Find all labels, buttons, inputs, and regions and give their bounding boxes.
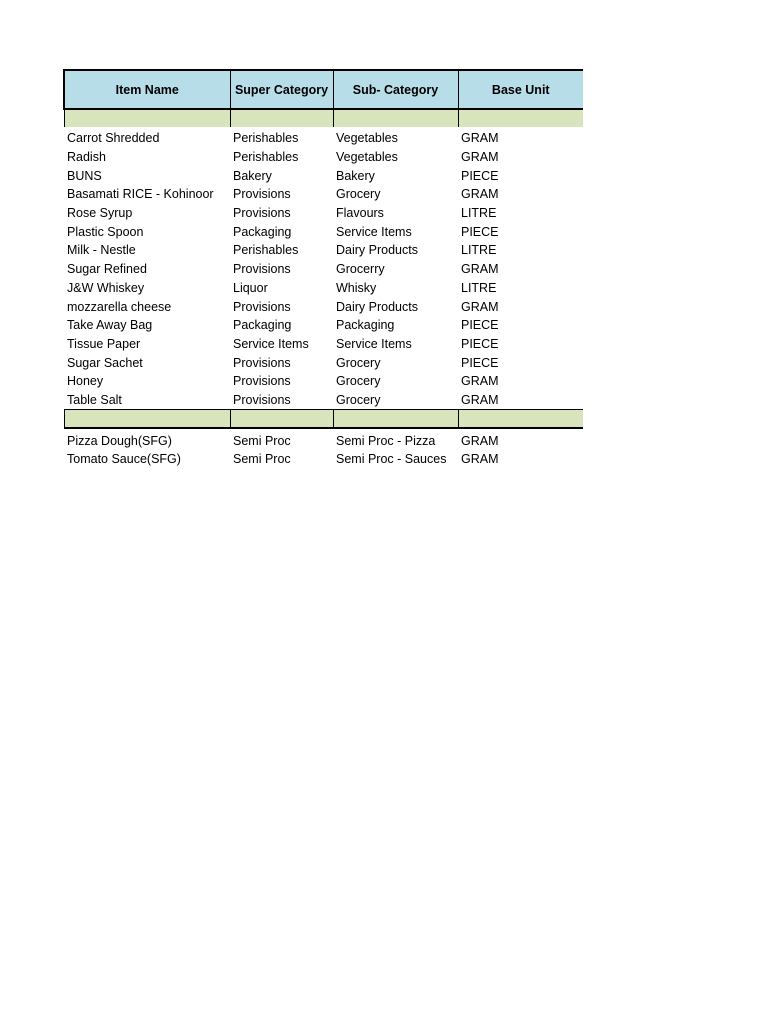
cell-super-category[interactable]: Provisions <box>233 262 291 277</box>
cell-base-unit[interactable]: GRAM <box>461 187 499 202</box>
table-row <box>64 185 583 204</box>
cell-super-category[interactable]: Liquor <box>233 280 268 295</box>
cell-super-category[interactable]: Provisions <box>233 299 291 314</box>
item-table <box>63 69 583 469</box>
cell-sub-category[interactable]: Vegetables <box>336 150 398 165</box>
cell-sub-category[interactable]: Dairy Products <box>336 243 418 258</box>
cell-sub-category[interactable]: Semi Proc - Sauces <box>336 452 447 467</box>
cell-item-name[interactable]: mozzarella cheese <box>67 299 172 314</box>
cell-super-category[interactable]: Packaging <box>233 224 292 239</box>
cell-sub-category[interactable]: Grocery <box>336 392 381 407</box>
cell-sub-category[interactable]: Packaging <box>336 318 395 333</box>
cell-super-category[interactable]: Provisions <box>233 374 291 389</box>
cell-item-name[interactable]: Take Away Bag <box>67 318 153 333</box>
table-row <box>64 241 583 260</box>
cell-sub-category[interactable]: Grocery <box>336 374 381 389</box>
table-row <box>64 428 583 450</box>
table-row <box>64 222 583 241</box>
table-row <box>64 148 583 167</box>
cell-item-name[interactable]: Rose Syrup <box>67 206 133 221</box>
cell-sub-category[interactable]: Grocery <box>336 187 381 202</box>
cell-sub-category[interactable]: Vegetables <box>336 131 398 146</box>
cell-item-name[interactable]: Sugar Sachet <box>67 355 143 370</box>
cell-item-name[interactable]: BUNS <box>67 168 102 183</box>
item-master-sheet <box>63 69 582 469</box>
cell-base-unit[interactable]: PIECE <box>461 168 499 183</box>
table-row <box>64 166 583 185</box>
cell-sub-category[interactable]: Service Items <box>336 224 412 239</box>
cell-item-name[interactable]: Milk - Nestle <box>67 243 136 258</box>
cell-base-unit[interactable]: GRAM <box>461 374 499 389</box>
cell-base-unit[interactable]: GRAM <box>461 131 499 146</box>
table-row <box>64 204 583 223</box>
cell-base-unit[interactable]: PIECE <box>461 336 499 351</box>
table-row <box>64 335 583 354</box>
cell-super-category[interactable]: Perishables <box>233 131 299 146</box>
cell-base-unit[interactable]: GRAM <box>461 262 499 277</box>
cell-base-unit[interactable]: PIECE <box>461 318 499 333</box>
cell-super-category[interactable]: Provisions <box>233 206 291 221</box>
cell-super-category[interactable]: Service Items <box>233 336 309 351</box>
cell-item-name[interactable]: Honey <box>67 374 104 389</box>
column-header-sub-category[interactable]: Sub- Category <box>333 70 458 109</box>
group-separator-cell[interactable] <box>64 410 230 429</box>
table-row <box>64 279 583 298</box>
cell-sub-category[interactable]: Semi Proc - Pizza <box>336 433 436 448</box>
cell-super-category[interactable]: Packaging <box>233 318 292 333</box>
cell-item-name[interactable]: Carrot Shredded <box>67 131 160 146</box>
cell-base-unit[interactable]: LITRE <box>461 243 497 258</box>
cell-item-name[interactable]: Tissue Paper <box>67 336 141 351</box>
cell-base-unit[interactable]: PIECE <box>461 355 499 370</box>
cell-base-unit[interactable]: GRAM <box>461 150 499 165</box>
table-row <box>64 260 583 279</box>
cell-super-category[interactable]: Bakery <box>233 168 272 183</box>
cell-sub-category[interactable]: Grocery <box>336 355 381 370</box>
cell-super-category[interactable]: Perishables <box>233 243 299 258</box>
cell-item-name[interactable]: Pizza Dough(SFG) <box>67 433 172 448</box>
group-separator-row <box>64 109 583 127</box>
cell-item-name[interactable]: Tomato Sauce(SFG) <box>67 452 181 467</box>
column-header-base-unit[interactable]: Base Unit <box>458 70 583 109</box>
cell-item-name[interactable]: Table Salt <box>67 392 122 407</box>
table-row <box>64 316 583 335</box>
cell-base-unit[interactable]: LITRE <box>461 206 497 221</box>
cell-item-name[interactable]: J&W Whiskey <box>67 280 145 295</box>
cell-base-unit[interactable]: GRAM <box>461 452 499 467</box>
cell-base-unit[interactable]: GRAM <box>461 299 499 314</box>
column-header-super-category[interactable]: Super Category <box>230 70 333 109</box>
group-separator-cell[interactable] <box>458 410 583 429</box>
cell-item-name[interactable]: Plastic Spoon <box>67 224 144 239</box>
cell-super-category[interactable]: Semi Proc <box>233 452 291 467</box>
cell-super-category[interactable]: Perishables <box>233 150 299 165</box>
cell-base-unit[interactable]: GRAM <box>461 392 499 407</box>
group-separator-cell[interactable] <box>230 109 333 127</box>
group-separator-cell[interactable] <box>458 109 583 127</box>
cell-super-category[interactable]: Semi Proc <box>233 433 291 448</box>
cell-sub-category[interactable]: Dairy Products <box>336 299 418 314</box>
group-separator-cell[interactable] <box>230 410 333 429</box>
cell-sub-category[interactable]: Flavours <box>336 206 384 221</box>
group-separator-row <box>64 410 583 429</box>
cell-sub-category[interactable]: Service Items <box>336 336 412 351</box>
table-row <box>64 391 583 410</box>
cell-sub-category[interactable]: Grocerry <box>336 262 385 277</box>
table-row <box>64 450 583 469</box>
group-separator-cell[interactable] <box>333 410 458 429</box>
cell-sub-category[interactable]: Whisky <box>336 280 377 295</box>
cell-super-category[interactable]: Provisions <box>233 187 291 202</box>
cell-item-name[interactable]: Sugar Refined <box>67 262 147 277</box>
column-header-item-name[interactable]: Item Name <box>64 70 230 109</box>
table-header <box>64 70 583 109</box>
table-row <box>64 372 583 391</box>
table-row <box>64 297 583 316</box>
header-row <box>64 70 583 109</box>
cell-base-unit[interactable]: GRAM <box>461 433 499 448</box>
cell-base-unit[interactable]: LITRE <box>461 280 497 295</box>
cell-item-name[interactable]: Basamati RICE - Kohinoor <box>67 187 214 202</box>
group-separator-cell[interactable] <box>333 109 458 127</box>
table-row <box>64 127 583 148</box>
table-body <box>64 109 583 469</box>
cell-base-unit[interactable]: PIECE <box>461 224 499 239</box>
cell-sub-category[interactable]: Bakery <box>336 168 375 183</box>
cell-super-category[interactable]: Provisions <box>233 392 291 407</box>
group-separator-cell[interactable] <box>64 109 230 127</box>
cell-item-name[interactable]: Radish <box>67 150 106 165</box>
cell-super-category[interactable]: Provisions <box>233 355 291 370</box>
table-row <box>64 353 583 372</box>
